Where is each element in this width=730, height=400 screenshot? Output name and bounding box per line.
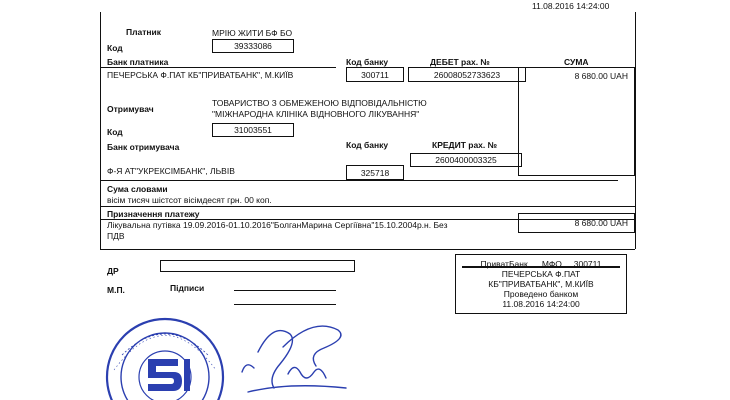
- payer-bank-name: ПЕЧЕРСЬКА Ф.ПАТ КБ"ПРИВАТБАНК", М.КИЇВ: [107, 70, 294, 80]
- recipient-bank-code-label: Код банку: [346, 140, 389, 150]
- payer-name: МРІЮ ЖИТИ БФ БО: [212, 28, 293, 38]
- purpose-sum-box: [518, 213, 635, 233]
- purpose-sum: 8 680.00 UAH: [574, 218, 628, 228]
- sum-label: СУМА: [564, 57, 589, 67]
- bank-stamp-box: [455, 254, 627, 314]
- payer-bank-label: Банк платника: [107, 57, 169, 67]
- payer-bank-code-box: [346, 67, 404, 82]
- bank-stamp-line2: ПЕЧЕРСЬКА Ф.ПАТ: [501, 269, 581, 279]
- debit-account: 26008052733623: [433, 69, 501, 80]
- recipient-bank-code: 325718: [360, 167, 390, 178]
- document-timestamp: 11.08.2016 14:24:00: [532, 1, 610, 11]
- dr-label: ДР: [107, 266, 119, 276]
- recipient-bank-name: Ф-Я АТ"УКРЕКСІМБАНК", ЛЬВІВ: [107, 166, 235, 176]
- amount-words-value: вісім тисяч шістсот вісімдесят грн. 00 коп.: [107, 195, 272, 205]
- recipient-code: 31003551: [234, 125, 272, 135]
- frame-bottom-line: [100, 249, 635, 250]
- recipient-bank-underline: [100, 180, 618, 181]
- credit-label: КРЕДИТ рах. №: [432, 140, 498, 150]
- payer-code: 39333086: [234, 41, 272, 51]
- purpose-line2: ПДВ: [107, 231, 125, 241]
- sum-value: 8 680.00 UAH: [574, 71, 628, 81]
- payer-code-box: [212, 39, 294, 53]
- bank-stamp-status: Проведено банком: [503, 289, 579, 299]
- credit-account: 2600400003325: [435, 155, 497, 165]
- recipient-bank-label: Банк отримувача: [107, 142, 180, 152]
- signature-line-1: [234, 290, 336, 291]
- bank-stamp-inner-line: [462, 266, 620, 268]
- sum-box: [518, 67, 635, 176]
- bank-stamp-bank-name: ПриватБанк: [480, 259, 528, 269]
- signatures-label: Підписи: [170, 283, 205, 293]
- signature-line-2: [234, 304, 336, 305]
- payer-bank-code-label: Код банку: [346, 57, 389, 67]
- amount-words-underline: [100, 206, 635, 207]
- payer-label: Платник: [126, 27, 162, 37]
- debit-account-box: [408, 67, 526, 82]
- mp-label: М.П.: [107, 285, 125, 295]
- recipient-code-box: [212, 123, 294, 137]
- debit-label: ДЕБЕТ рах. №: [430, 57, 490, 67]
- frame-right-line: [635, 12, 636, 249]
- round-seal-icon: [100, 315, 230, 400]
- purpose-label: Призначення платежу: [107, 209, 200, 219]
- recipient-bank-code-box: [346, 165, 404, 180]
- payer-bank-underline: [100, 67, 336, 68]
- frame-left-line: [100, 12, 101, 249]
- recipient-label: Отримувач: [107, 104, 154, 114]
- recipient-name-line1: ТОВАРИСТВО З ОБМЕЖЕНОЮ ВІДПОВІДАЛЬНІСТЮ: [212, 98, 427, 108]
- amount-words-label: Сума словами: [107, 184, 168, 194]
- bank-stamp-line3: КБ"ПРИВАТБАНК", М.КИЇВ: [488, 279, 594, 289]
- recipient-name-line2: "МІЖНАРОДНА КЛІНІКА ВІДНОВНОГО ЛІКУВАННЯ": [212, 109, 420, 119]
- bank-stamp-mfo: 300711: [573, 259, 602, 269]
- purpose-line1: Лікувальна путівка 19.09.2016-01.10.2016"БолганМарина Сергіївна"15.10.2004р.н. Без: [107, 220, 448, 230]
- dr-field: [160, 260, 355, 272]
- bank-stamp-mfo-label: МФО: [541, 259, 562, 269]
- payer-bank-code: 300711: [361, 69, 389, 80]
- bank-stamp-timestamp: 11.08.2016 14:24:00: [502, 299, 580, 309]
- handwritten-signature-icon: [228, 312, 358, 400]
- credit-account-box: [410, 153, 522, 167]
- recipient-code-label: Код: [107, 127, 123, 137]
- payer-code-label: Код: [107, 43, 123, 53]
